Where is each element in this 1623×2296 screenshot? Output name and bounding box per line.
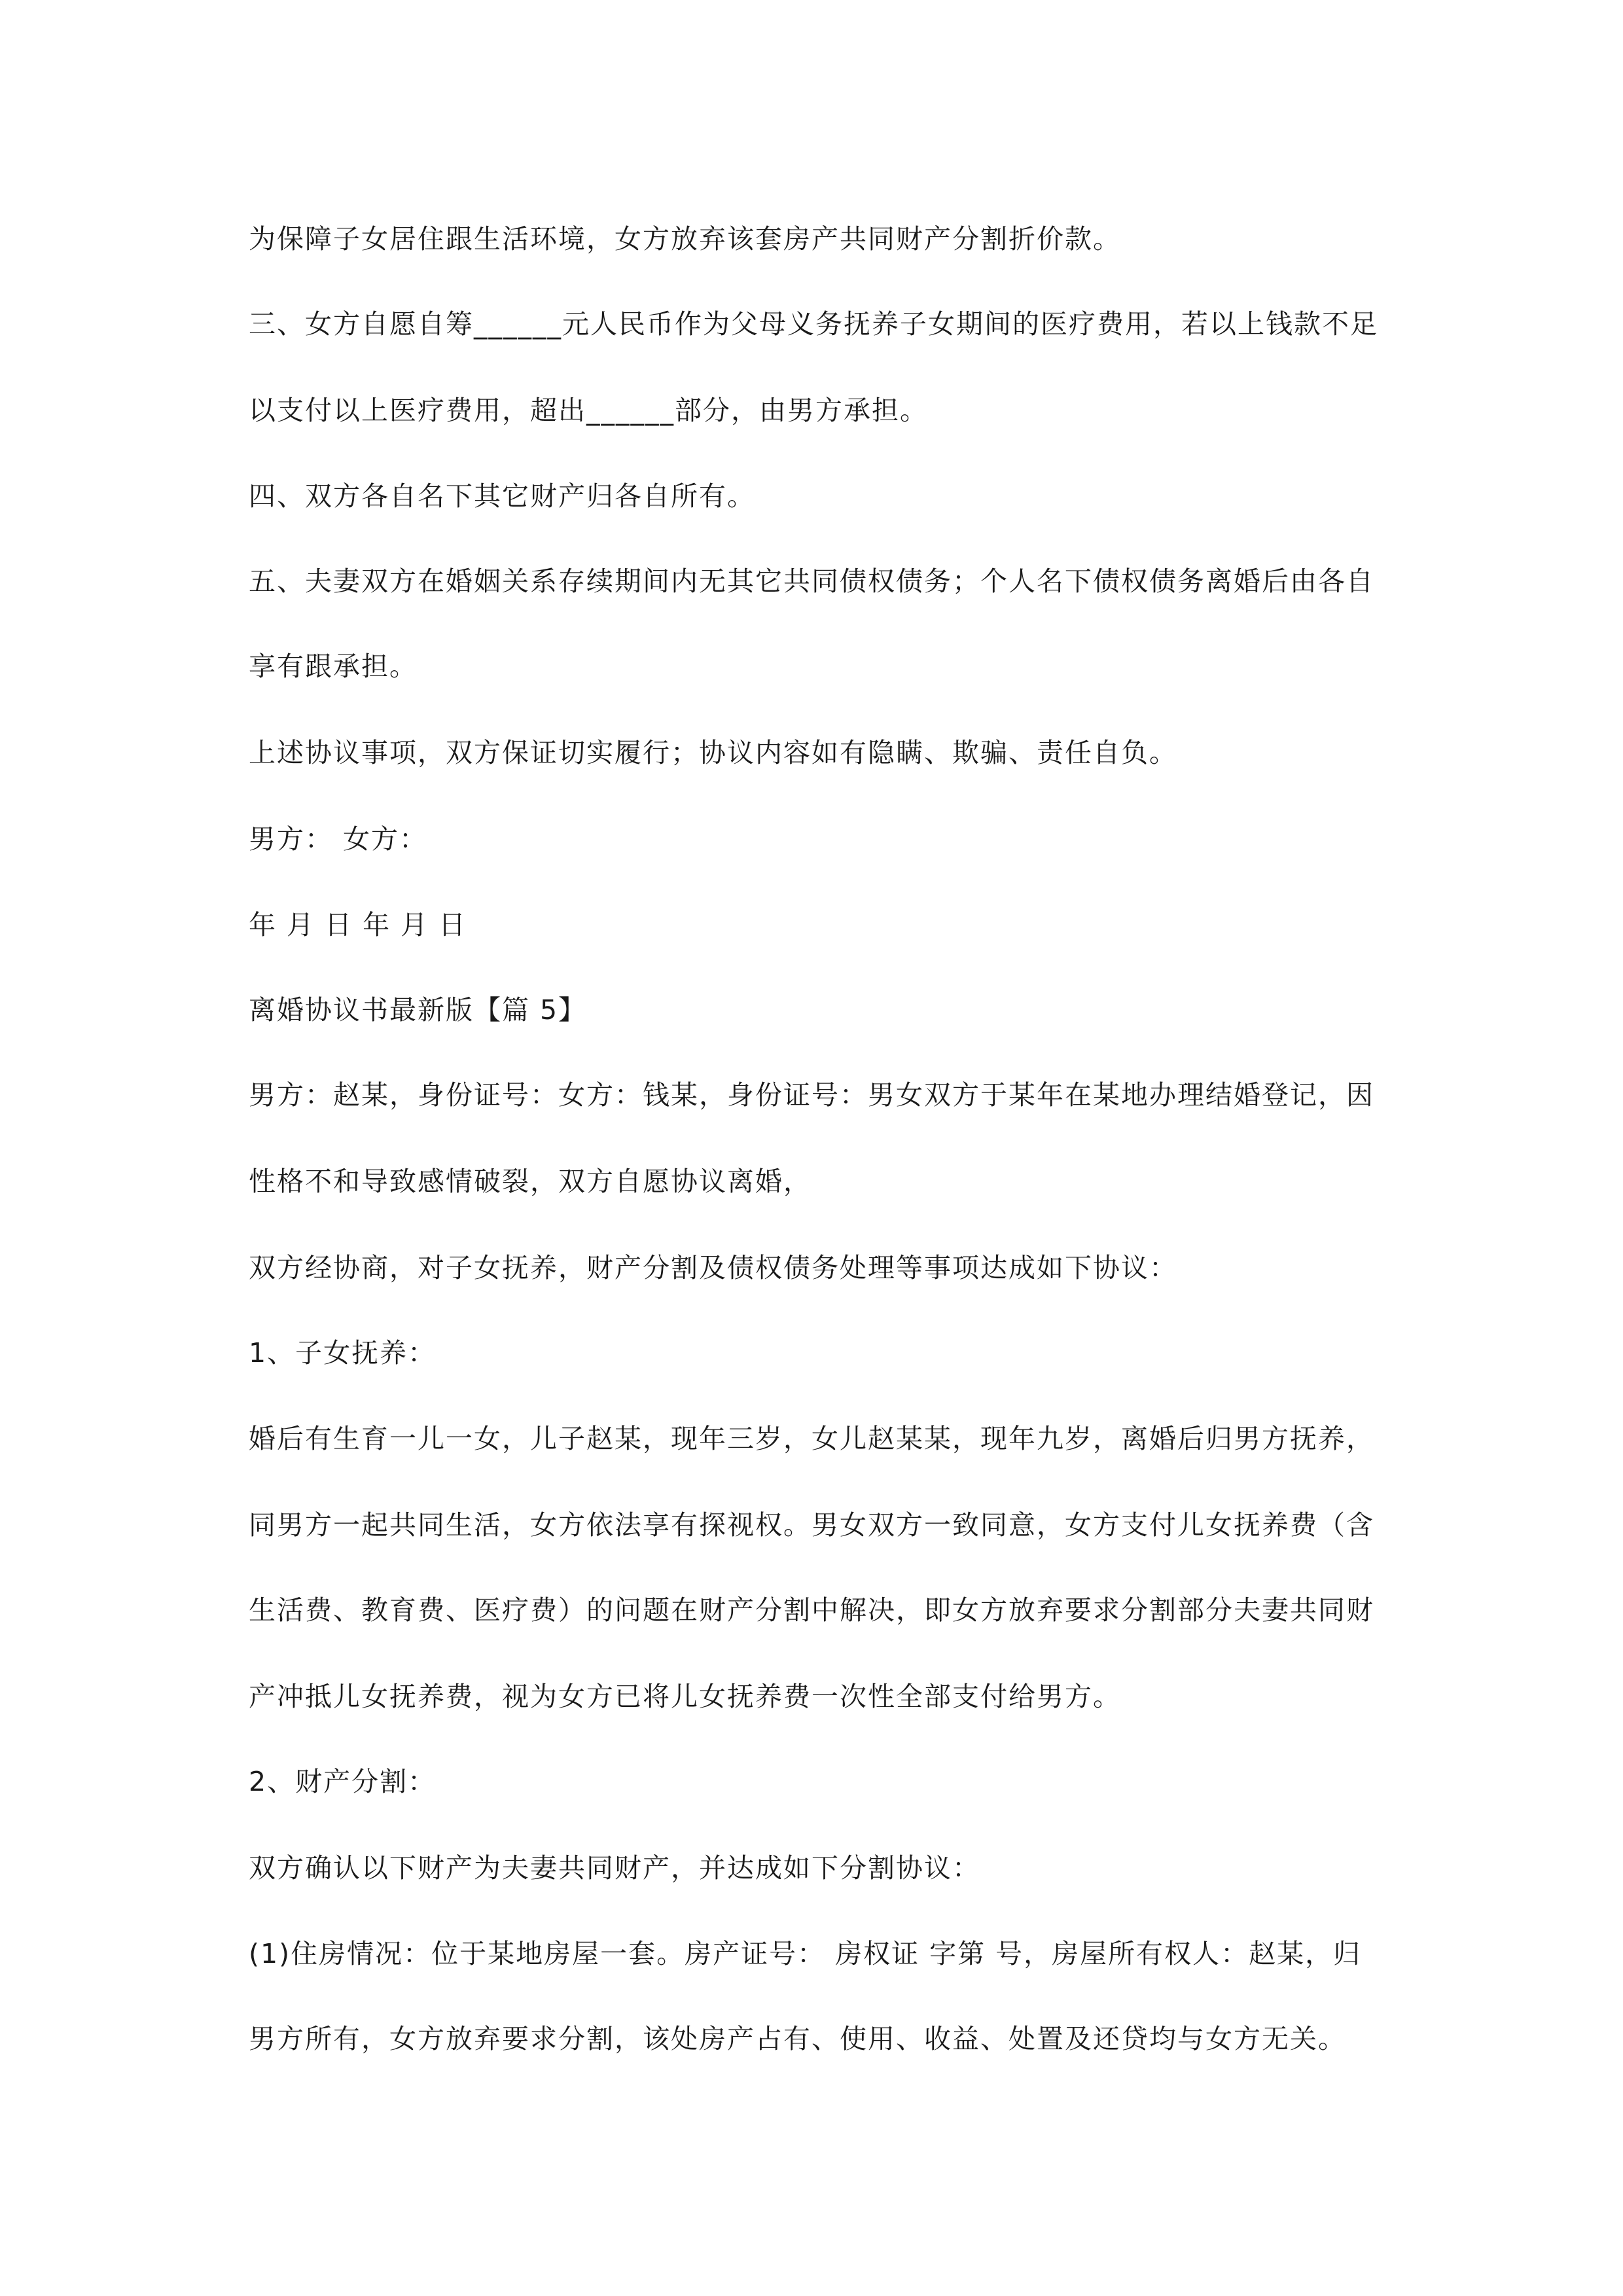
text-line: 产冲抵儿女抚养费，视为女方已将儿女抚养费一次性全部支付给男方。 xyxy=(249,1681,1121,1712)
text-line: 男方所有，女方放弃要求分割，该处房产占有、使用、收益、处置及还贷均与女方无关。 xyxy=(249,2023,1346,2054)
text-line: 四、双方各自名下其它财产归各自所有。 xyxy=(249,480,755,512)
text-line: 为保障子女居住跟生活环境，女方放弃该套房产共同财产分割折价款。 xyxy=(249,223,1121,255)
text-line: 同男方一起共同生活，女方依法享有探视权。男女双方一致同意，女方支付儿女抚养费（含 xyxy=(249,1509,1374,1541)
text-line: 三、女方自愿自筹______元人民币作为父母义务抚养子女期间的医疗费用，若以上钱款不足 xyxy=(249,308,1378,340)
text-line: 享有跟承担。 xyxy=(249,651,418,682)
text-line: 生活费、教育费、医疗费）的问题在财产分割中解决，即女方放弃要求分割部分夫妻共同财 xyxy=(249,1594,1374,1626)
text-line: 婚后有生育一儿一女，儿子赵某，现年三岁，女儿赵某某，现年九岁，离婚后归男方抚养， xyxy=(249,1423,1374,1454)
heading-property-division: 2、财产分割： xyxy=(249,1766,437,1797)
section-title: 离婚协议书最新版【篇 5】 xyxy=(249,994,587,1026)
heading-child-custody: 1、子女抚养： xyxy=(249,1337,437,1369)
text-line: (1)住房情况：位于某地房屋一套。房产证号： 房权证 字第 号，房屋所有权人：赵某，归 xyxy=(249,1938,1362,1969)
text-line: 双方经协商，对子女抚养，财产分割及债权债务处理等事项达成如下协议： xyxy=(249,1252,1177,1283)
text-line: 以支付以上医疗费用，超出______部分，由男方承担。 xyxy=(249,395,928,426)
date-line: 年 月 日 年 月 日 xyxy=(249,909,467,941)
text-line: 双方确认以下财产为夫妻共同财产，并达成如下分割协议： xyxy=(249,1852,980,1884)
text-line: 性格不和导致感情破裂，双方自愿协议离婚， xyxy=(249,1166,812,1197)
signature-line: 男方： 女方： xyxy=(249,823,428,855)
text-line: 男方：赵某，身份证号：女方：钱某，身份证号：男女双方于某年在某地办理结婚登记，因 xyxy=(249,1079,1374,1111)
text-line: 上述协议事项，双方保证切实履行；协议内容如有隐瞒、欺骗、责任自负。 xyxy=(249,737,1177,768)
text-line: 五、夫妻双方在婚姻关系存续期间内无其它共同债权债务；个人名下债权债务离婚后由各自 xyxy=(249,565,1374,597)
